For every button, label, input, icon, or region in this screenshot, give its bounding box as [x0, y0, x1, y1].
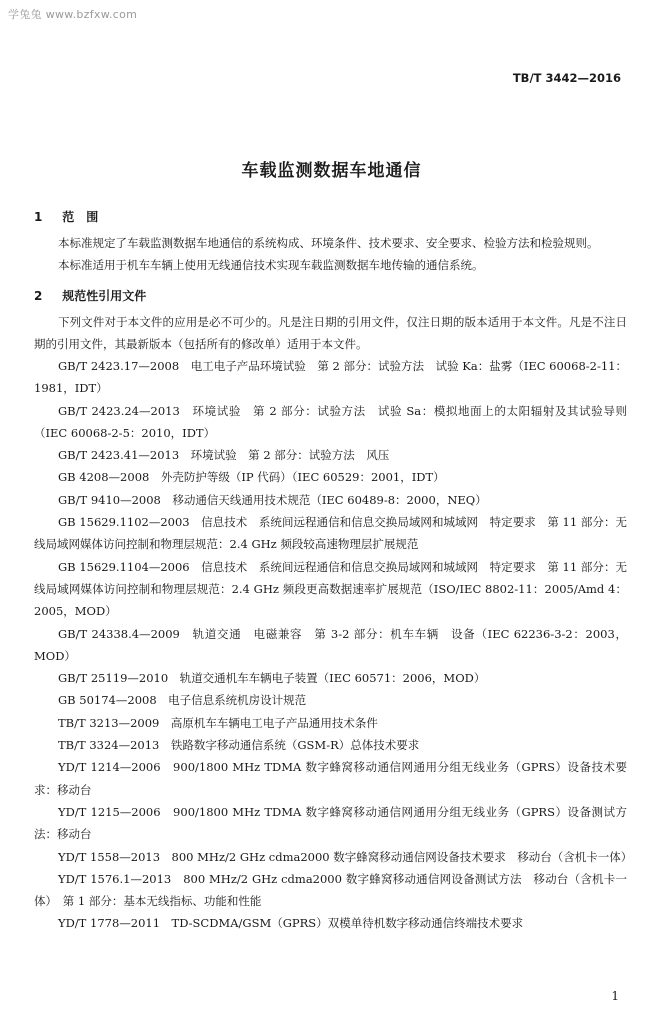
section-number: 2	[34, 289, 43, 303]
reference-item: GB/T 2423.41—2013 环境试验 第 2 部分：试验方法 风压	[58, 448, 390, 463]
reference-item: YD/T 1558—2013 800 MHz/2 GHz cdma2000 数字蜂窝移动通信网设备技术要求 移动台（含机卡一体）	[58, 849, 633, 864]
reference-item: TB/T 3324—2013 铁路数字移动通信系统（GSM-R）总体技术要求	[58, 738, 420, 753]
reference-item: GB/T 24338.4—2009 轨道交通 电磁兼容 第 3-2 部分：机车车辆 设备（IEC 62236-3-2：2003，MOD）	[34, 626, 627, 663]
section-title: 规范性引用文件	[62, 289, 147, 303]
reference-item: YD/T 1215—2006 900/1800 MHz TDMA 数字蜂窝移动通信网通用分组无线业务（GPRS）设备测试方法：移动台	[34, 804, 627, 842]
reference-item: YD/T 1778—2011 TD-SCDMA/GSM（GPRS）双模单待机数字移动通信终端技术要求	[58, 916, 524, 931]
section-heading-normative-references	[34, 287, 627, 305]
document-body	[34, 208, 633, 935]
reference-item: TB/T 3213—2009 高原机车车辆电工电子产品通用技术条件	[58, 715, 378, 730]
paragraph: 本标准规定了车载监测数据车地通信的系统构成、环境条件、技术要求、安全要求、检验方法和检验规则。	[58, 236, 599, 250]
watermark: 学兔兔 www.bzfxw.com	[8, 8, 138, 21]
reference-item: GB/T 2423.24—2013 环境试验 第 2 部分：试验方法 试验 Sa：模拟地面上的太阳辐射及其试验导则（IEC 60068-2-5：2010，IDT）	[34, 403, 627, 440]
reference-item: GB 15629.1102—2003 信息技术 系统间远程通信和信息交换局域网和城域网 特定要求 第 11 部分：无线局域网媒体访问控制和物理层规范：2.4 GHz 频段较高速物理层扩展规范	[34, 515, 627, 552]
paragraph: 本标准适用于机车车辆上使用无线通信技术实现车载监测数据车地传输的通信系统。	[58, 258, 484, 272]
reference-item: GB/T 2423.17—2008 电工电子产品环境试验 第 2 部分：试验方法 试验 Ka：盐雾（IEC 60068-2-11：1981，IDT）	[34, 359, 627, 396]
standard-code: TB/T 3442—2016	[512, 71, 621, 85]
paragraph: 下列文件对于本文件的应用是必不可少的。凡是注日期的引用文件，仅注日期的版本适用于本文件。凡是不注日期的引用文件，其最新版本（包括所有的修改单）适用于本文件。	[34, 315, 627, 351]
section-heading-scope	[34, 208, 627, 226]
reference-item: YD/T 1576.1—2013 800 MHz/2 GHz cdma2000 数字蜂窝移动通信网设备测试方法 移动台（含机卡一体） 第 1 部分：基本无线指标、功能和性能	[34, 871, 627, 909]
reference-item: GB 50174—2008 电子信息系统机房设计规范	[58, 693, 307, 708]
reference-item: GB/T 9410—2008 移动通信天线通用技术规范（IEC 60489-8：2000，NEQ）	[58, 492, 487, 507]
reference-item: GB/T 25119—2010 轨道交通机车车辆电子装置（IEC 60571：2006，MOD）	[58, 671, 486, 686]
reference-item: YD/T 1214—2006 900/1800 MHz TDMA 数字蜂窝移动通信网通用分组无线业务（GPRS）设备技术要求：移动台	[34, 760, 627, 797]
reference-item: GB 4208—2008 外壳防护等级（IP 代码）（IEC 60529：2001，IDT）	[58, 470, 445, 485]
document-title: 车载监测数据车地通信	[241, 161, 422, 181]
section-title: 范 围	[62, 210, 99, 224]
reference-list	[34, 355, 633, 935]
section-number: 1	[34, 210, 43, 224]
reference-item: GB 15629.1104—2006 信息技术 系统间远程通信和信息交换局域网和城域网 特定要求 第 11 部分：无线局域网媒体访问控制和物理层规范：2.4 GHz 频段更高数据速率扩展规范（ISO/IEC 8802-11：2005/Amd 4：2005，MOD）	[34, 559, 627, 619]
page-number: 1	[611, 989, 619, 1003]
